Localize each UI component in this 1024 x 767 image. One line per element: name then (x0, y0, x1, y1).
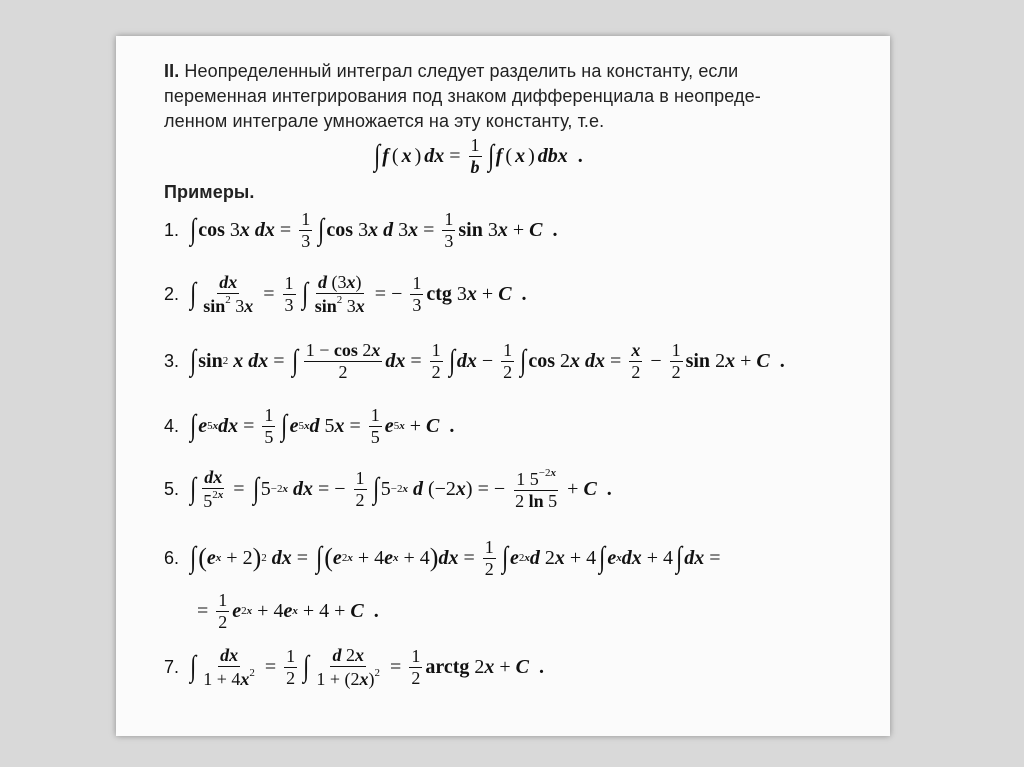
example-6-line-2: = $\frac{1}{2}$ e 2x + 4 e x + 4 + C . (197, 590, 379, 632)
intro-line-2: переменная интегрирования под знаком дифференциала в неопреде- (164, 86, 761, 106)
example-3: 3. ∫ sin 2 x dx = ∫ $\frac{1 - \cos 2x}{2}$ dx = $\frac{1}{2}$ ∫ dx − $\frac{1}{2}$ ∫ cos 2 x dx = $\frac{x}{2}$ − $\frac{1}{2}$ sin 2 x + C . (164, 340, 785, 382)
example-4: 4. ∫ e 5x dx = $\frac{1}{5}$ ∫ e 5x d 5 x = $\frac{1}{5}$ e 5x + C . (164, 405, 455, 447)
example-2: 2. ∫ $\frac{dx}{\sin^2 3x}$ = $\frac{1}{3}$ ∫ $\frac{d (3x)}{\sin^2 3x}$ = − $\frac{1}{3}$ ctg 3 x + C . (164, 272, 527, 316)
intro-text-1: Неопределенный интеграл следует разделить на константу, если (179, 61, 739, 81)
intro-line-3: ленном интеграле умножается на эту константу, т.е. (164, 111, 605, 131)
intro-line-1 (164, 61, 738, 82)
rule-formula: ∫ f ( x ) dx = $\frac{1}{b}$ ∫ f ( x ) dbx . (374, 135, 583, 177)
examples-title: Примеры. (164, 182, 255, 202)
example-5: 5. ∫ $\frac{dx}{5^{2x}}$ = ∫ 5 −2x dx = − $\frac{1}{2}$ ∫ 5 −2x d (−2 x ) = − $\frac{1 5^{-2x}}{2 \ln 5}$ + C . (164, 467, 612, 511)
section-number: II. (164, 61, 180, 81)
example-6-line-1: 6. ∫ ( e x + 2 ) 2 dx = ∫ ( e 2x + 4 e x + 4 ) dx = $\frac{1}{2}$ ∫ e 2x d 2 x + 4 ∫ e x dx + 4 ∫ dx = (164, 537, 721, 579)
example-7: 7. ∫ $\frac{dx}{1 + 4x^2}$ = $\frac{1}{2}$ ∫ $\frac{d 2x}{1 + (2x)^2}$ = $\frac{1}{2}$ arctg 2 x + C . (164, 645, 545, 689)
example-1: 1. ∫ cos 3 x dx = $\frac{1}{3}$ ∫ cos 3 x d 3 x = $\frac{1}{3}$ sin 3 x + C . (164, 209, 558, 251)
document-page (116, 36, 890, 736)
